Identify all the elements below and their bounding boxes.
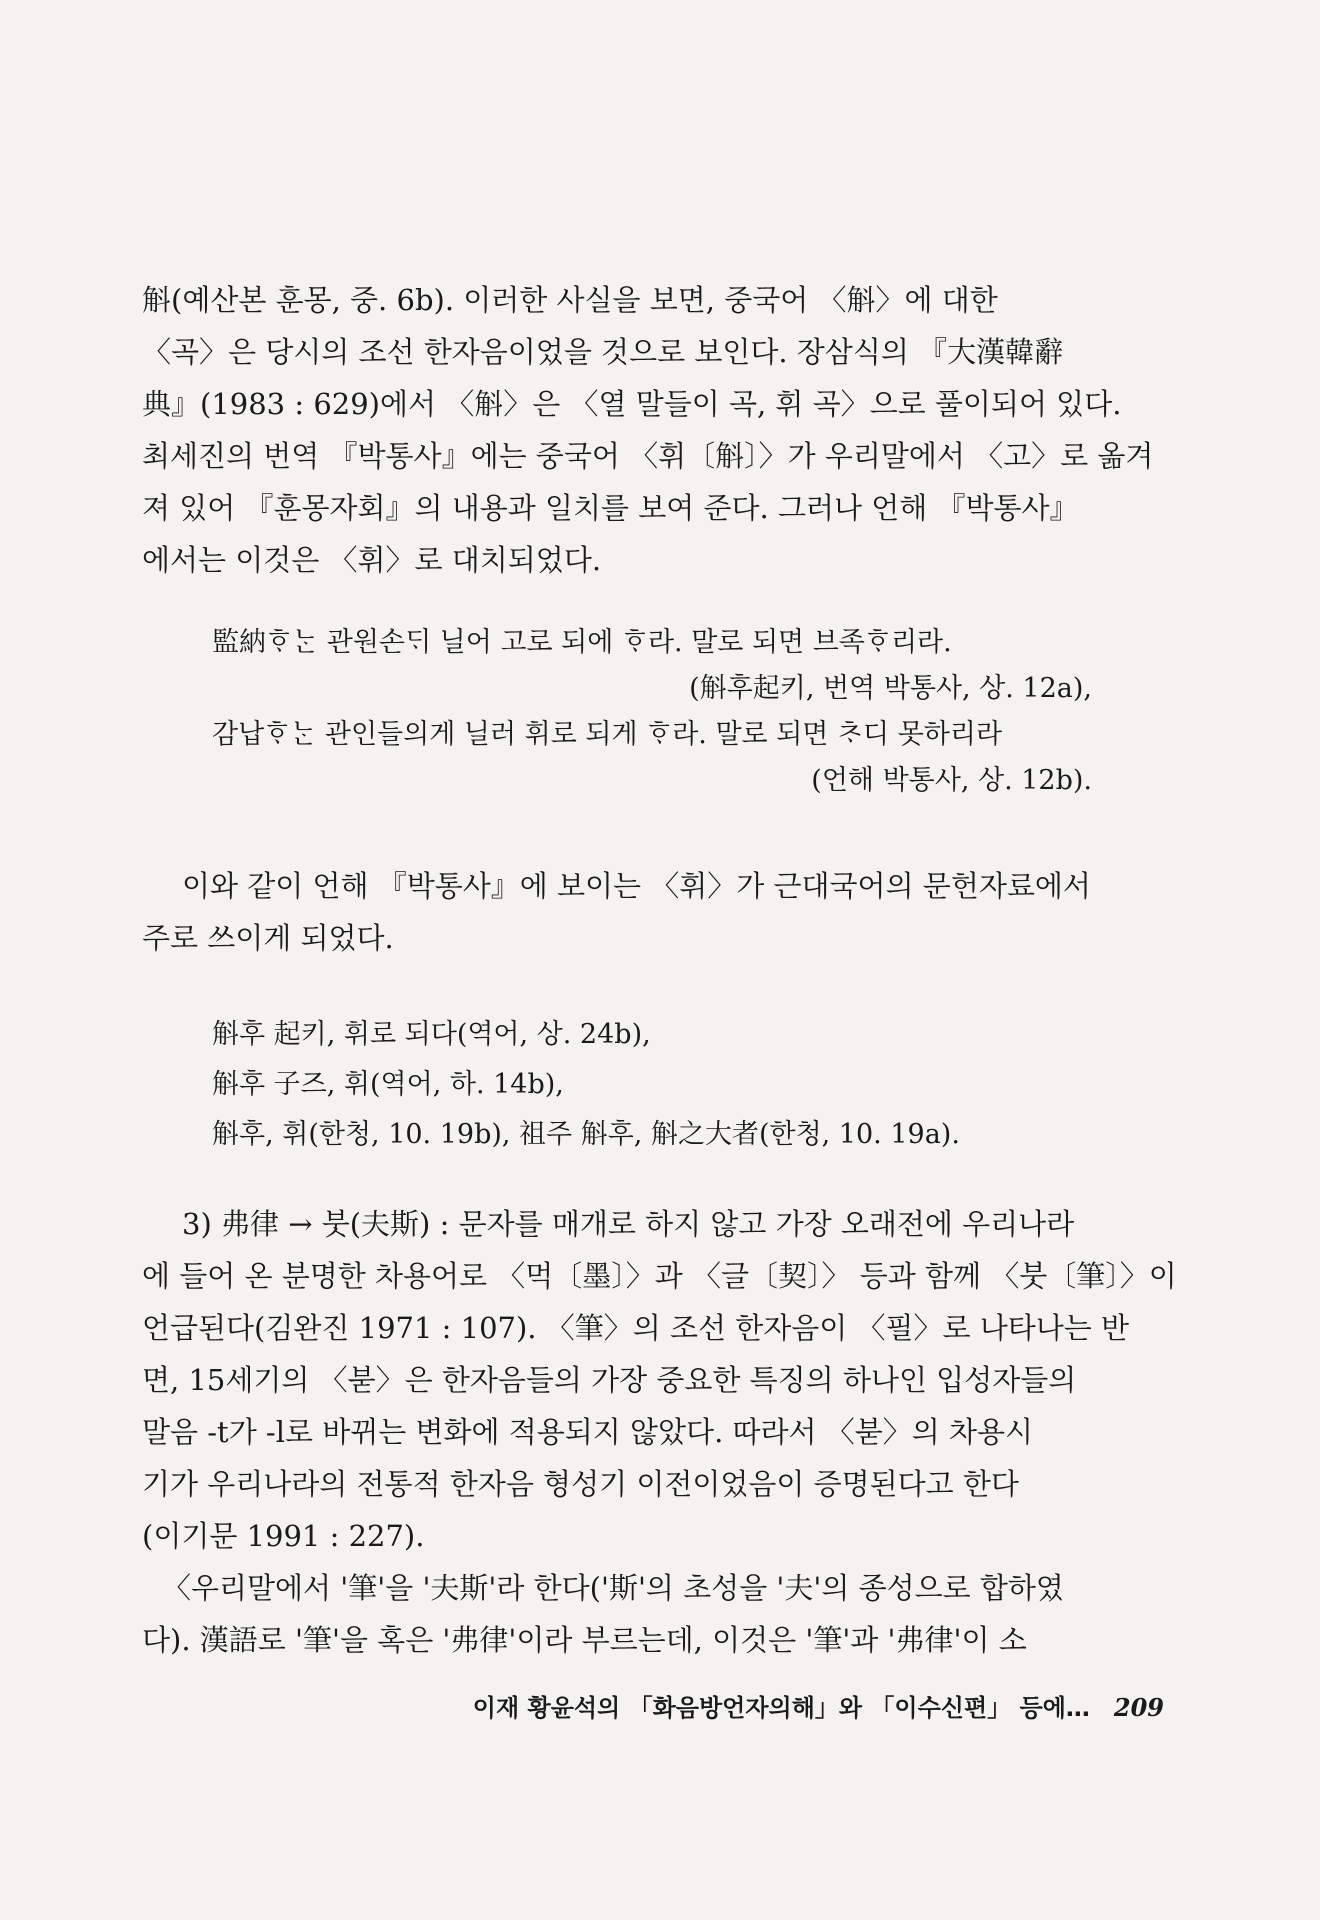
running-title: 이재 황윤석의 「화음방언자의해」와 「이수신편」 등에… <box>472 1694 1090 1722</box>
text-line: 최세진의 번역 『박통사』에는 중국어 〈휘〔斛〕〉가 우리말에서 〈고〉로 옮겨 <box>142 439 1154 473</box>
text-line: 3) 弗律 → 붓(夫斯) : 문자를 매개로 하지 않고 가장 오래전에 우리나라 <box>182 1207 1075 1241</box>
body-paragraph-3 <box>142 1198 1177 1666</box>
text-line: 이와 같이 언해 『박통사』에 보이는 〈휘〉가 근대국어의 문헌자료에서 <box>182 869 1091 903</box>
text-line: 다). 漢語로 '筆'을 혹은 '弗律'이라 부르는데, 이것은 '筆'과 '弗律'이 소 <box>142 1623 1027 1657</box>
text-line: 져 있어 『훈몽자회』의 내용과 일치를 보여 준다. 그러나 언해 『박통사』 <box>142 491 1079 525</box>
quote-line: 監納ᄒᆞᄂᆞᆫ 관원손ᄃᆡ 닐어 고로 되에 ᄒᆞ라. 말로 되면 브족ᄒᆞ리라. <box>212 627 952 658</box>
quote-citation: (언해 박통사, 상. 12b). <box>811 765 1092 796</box>
text-line: 〈곡〉은 당시의 조선 한자음이었을 것으로 보인다. 장삼식의 『大漢韓辭 <box>142 335 1064 369</box>
text-line: 주로 쓰이게 되었다. <box>142 921 394 955</box>
block-quote-1 <box>212 620 1092 804</box>
body-paragraph-2 <box>142 860 1164 964</box>
block-quote-2 <box>212 1010 1162 1160</box>
text-line: 에서는 이것은 〈휘〉로 대치되었다. <box>142 543 602 577</box>
quote-citation: (斛후起키, 번역 박통사, 상. 12a), <box>689 673 1092 704</box>
text-line: 典』(1983 : 629)에서 〈斛〉은 〈열 말들이 곡, 휘 곡〉으로 풀이되어 있다. <box>142 387 1122 421</box>
text-line: 면, 15세기의 〈붇〉은 한자음들의 가장 중요한 특징의 하나인 입성자들의 <box>142 1363 1077 1397</box>
quote-line: 斛후 子즈, 휘(역어, 하. 14b), <box>212 1069 564 1100</box>
quote-line: 斛후, 휘(한청, 10. 19b), 祖주 斛후, 斛之大者(한청, 10. 19a). <box>212 1119 960 1150</box>
text-line: 斛(예산본 훈몽, 중. 6b). 이러한 사실을 보면, 중국어 〈斛〉에 대한 <box>142 283 998 317</box>
body-paragraph-1 <box>142 274 1164 586</box>
page-number: 209 <box>1113 1693 1164 1722</box>
page-footer <box>142 1688 1164 1723</box>
text-line: 기가 우리나라의 전통적 한자음 형성기 이전이었음이 증명된다고 한다 <box>142 1467 1019 1501</box>
text-line: 에 들어 온 분명한 차용어로 〈먹〔墨〕〉과 〈글〔契〕〉 등과 함께 〈붓〔筆〕〉이 <box>142 1259 1177 1293</box>
text-line: (이기문 1991 : 227). <box>142 1519 425 1553</box>
text-line: 〈우리말에서 '筆'을 '夫斯'라 한다('斯'의 초성을 '夫'의 종성으로 합하였 <box>162 1571 1064 1605</box>
text-line: 언급된다(김완진 1971 : 107). 〈筆〉의 조선 한자음이 〈필〉로 나타나는 반 <box>142 1311 1130 1345</box>
quote-line: 斛후 起키, 휘로 되다(역어, 상. 24b), <box>212 1019 651 1050</box>
quote-line: 감납ᄒᆞᄂᆞᆫ 관인들의게 닐러 휘로 되게 ᄒᆞ라. 말로 되면 ᄎᆞ디 못하리라 <box>212 719 1003 750</box>
text-line: 말음 -t가 -l로 바뀌는 변화에 적용되지 않았다. 따라서 〈붇〉의 차용시 <box>142 1415 1034 1449</box>
